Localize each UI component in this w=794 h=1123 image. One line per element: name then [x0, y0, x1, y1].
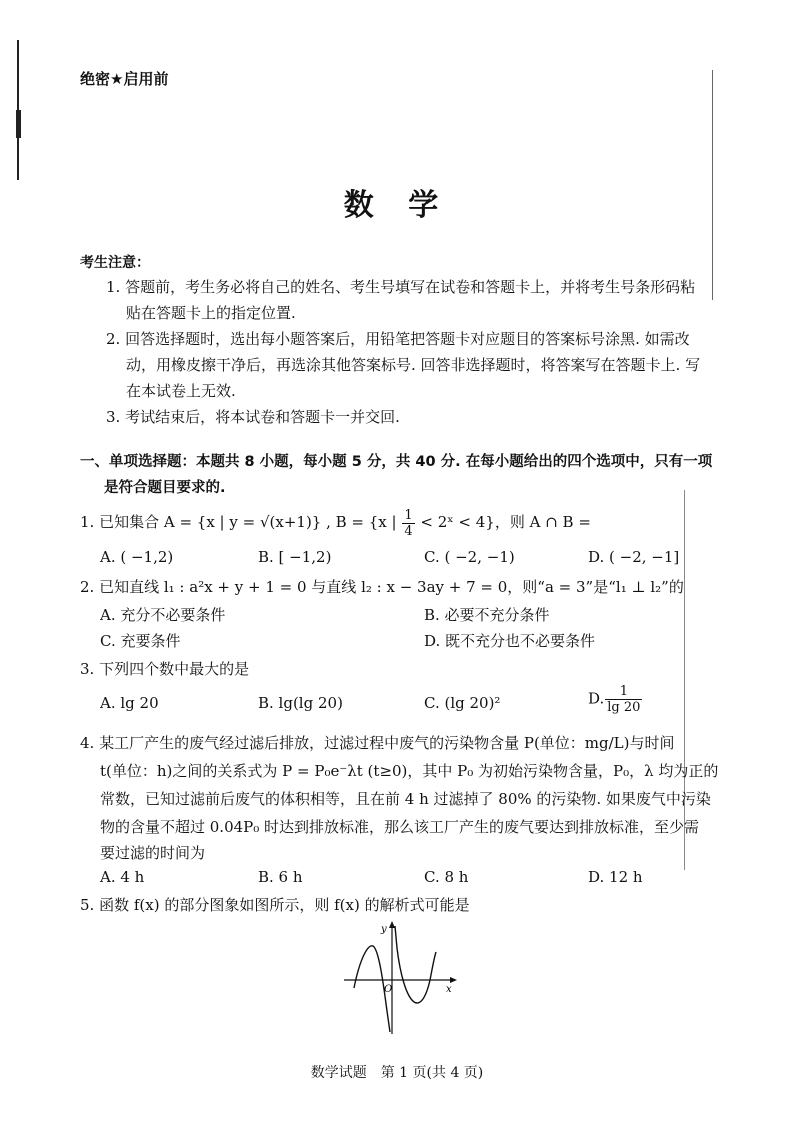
q3-stem: 3. 下列四个数中最大的是 — [80, 660, 250, 678]
q4-option-b[interactable]: B. 6 h — [258, 868, 303, 886]
notice-line-2: 贴在答题卡上的指定位置. — [126, 304, 296, 322]
q4-line-5: 要过滤的时间为 — [100, 844, 206, 862]
q3-option-d-fraction — [605, 684, 642, 715]
q4-option-c[interactable]: C. 8 h — [424, 868, 469, 886]
graph-y-label: y — [381, 924, 387, 935]
q3-option-b[interactable]: B. lg(lg 20) — [258, 694, 343, 712]
q2-option-c[interactable]: C. 充要条件 — [100, 632, 181, 650]
q3-d-num: 1 — [605, 684, 642, 700]
graph-origin-label: O — [384, 984, 393, 995]
notice-heading: 考生注意： — [80, 255, 150, 271]
q4-line-3: 常数，已知过滤前后废气的体积相等，且在前 4 h 过滤掉了 80% 的污染物. 如果废气中污染 — [100, 790, 711, 808]
section1-heading-line2: 是符合题目要求的. — [104, 480, 226, 496]
q3-option-c[interactable]: C. (lg 20)² — [424, 694, 501, 712]
y-axis-arrow-icon — [389, 921, 395, 928]
section1-heading-line1: 一、单项选择题：本题共 8 小题，每小题 5 分，共 40 分. 在每小题给出的四个选项中，只有一项 — [80, 454, 713, 470]
q1-stem-pre: 1. 已知集合 A = {x | y = √(x+1)} , B = — [80, 513, 369, 531]
q1-option-d[interactable]: D. ( −2, −1] — [588, 548, 680, 566]
q2-option-b[interactable]: B. 必要不充分条件 — [424, 606, 550, 624]
notice-line-4: 动，用橡皮擦干净后，再选涂其他答案标号. 回答非选择题时，将答案写在答题卡上. 写 — [126, 356, 701, 374]
q4-option-a[interactable]: A. 4 h — [100, 868, 145, 886]
q4-line-2: t(单位：h)之间的关系式为 P = P₀e⁻λt (t≥0)，其中 P₀ 为初始污染物含量，P₀，λ 均为正的 — [100, 762, 719, 780]
notice-line-5: 在本试卷上无效. — [126, 382, 236, 400]
notice-line-6: 3. 考试结束后，将本试卷和答题卡一并交回. — [106, 408, 400, 426]
page-footer: 数学试题 第 1 页(共 4 页) — [310, 1065, 484, 1081]
q3-option-a[interactable]: A. lg 20 — [100, 694, 159, 712]
curve-right-branch — [395, 926, 436, 1003]
q5-stem: 5. 函数 f(x) 的部分图象如图所示，则 f(x) 的解析式可能是 — [80, 896, 470, 914]
scan-edge-right-lower — [684, 490, 685, 870]
q1-set-left: {x | — [368, 513, 402, 531]
q2-stem: 2. 已知直线 l₁ : a²x + y + 1 = 0 与直线 l₂ : x − 3ay + 7 = 0，则“a = 3”是“l₁ ⊥ l₂”的 — [80, 578, 684, 596]
q4-option-d[interactable]: D. 12 h — [588, 868, 643, 886]
q1-frac-num: 1 — [404, 507, 413, 523]
q2-option-d[interactable]: D. 既不充分也不必要条件 — [424, 632, 596, 650]
page-title: 数 学 — [343, 188, 451, 223]
q1-frac-den: 4 — [404, 523, 413, 539]
q1-stem-post: ，则 A ∩ B = — [494, 513, 591, 531]
x-axis-arrow-icon — [450, 977, 457, 983]
q1-option-c[interactable]: C. ( −2, −1) — [424, 548, 515, 566]
notice-line-1: 1. 答题前，考生务必将自己的姓名、考生号填写在试卷和答题卡上，并将考生号条形码粘 — [106, 278, 696, 296]
q1-set-right: < 2ˣ < 4} — [415, 513, 495, 531]
q1-option-b[interactable]: B. [ −1,2) — [258, 548, 332, 566]
q1-stem — [80, 506, 591, 539]
secret-mark: 绝密★启用前 — [80, 70, 169, 88]
scan-edge-left-mark — [16, 110, 21, 138]
q1-option-a[interactable]: A. ( −1,2) — [100, 548, 174, 566]
q4-line-4: 物的含量不超过 0.04P₀ 时达到排放标准，那么该工厂产生的废气要达到排放标准，至少需 — [100, 818, 700, 836]
q3-option-d[interactable] — [588, 684, 643, 715]
q2-option-a[interactable]: A. 充分不必要条件 — [100, 606, 226, 624]
q5-function-graph — [340, 918, 460, 1036]
graph-x-label: x — [446, 984, 452, 995]
notice-line-3: 2. 回答选择题时，选出每小题答案后，用铅笔把答题卡对应题目的答案标号涂黑. 如需改 — [106, 330, 690, 348]
q3-option-d-label: D. — [588, 689, 605, 708]
q1-fraction — [402, 508, 414, 539]
q3-d-den: lg 20 — [607, 700, 641, 715]
q4-line-1: 4. 某工厂产生的废气经过滤后排放，过滤过程中废气的污染物含量 P(单位：mg/L)与时间 — [80, 734, 675, 752]
